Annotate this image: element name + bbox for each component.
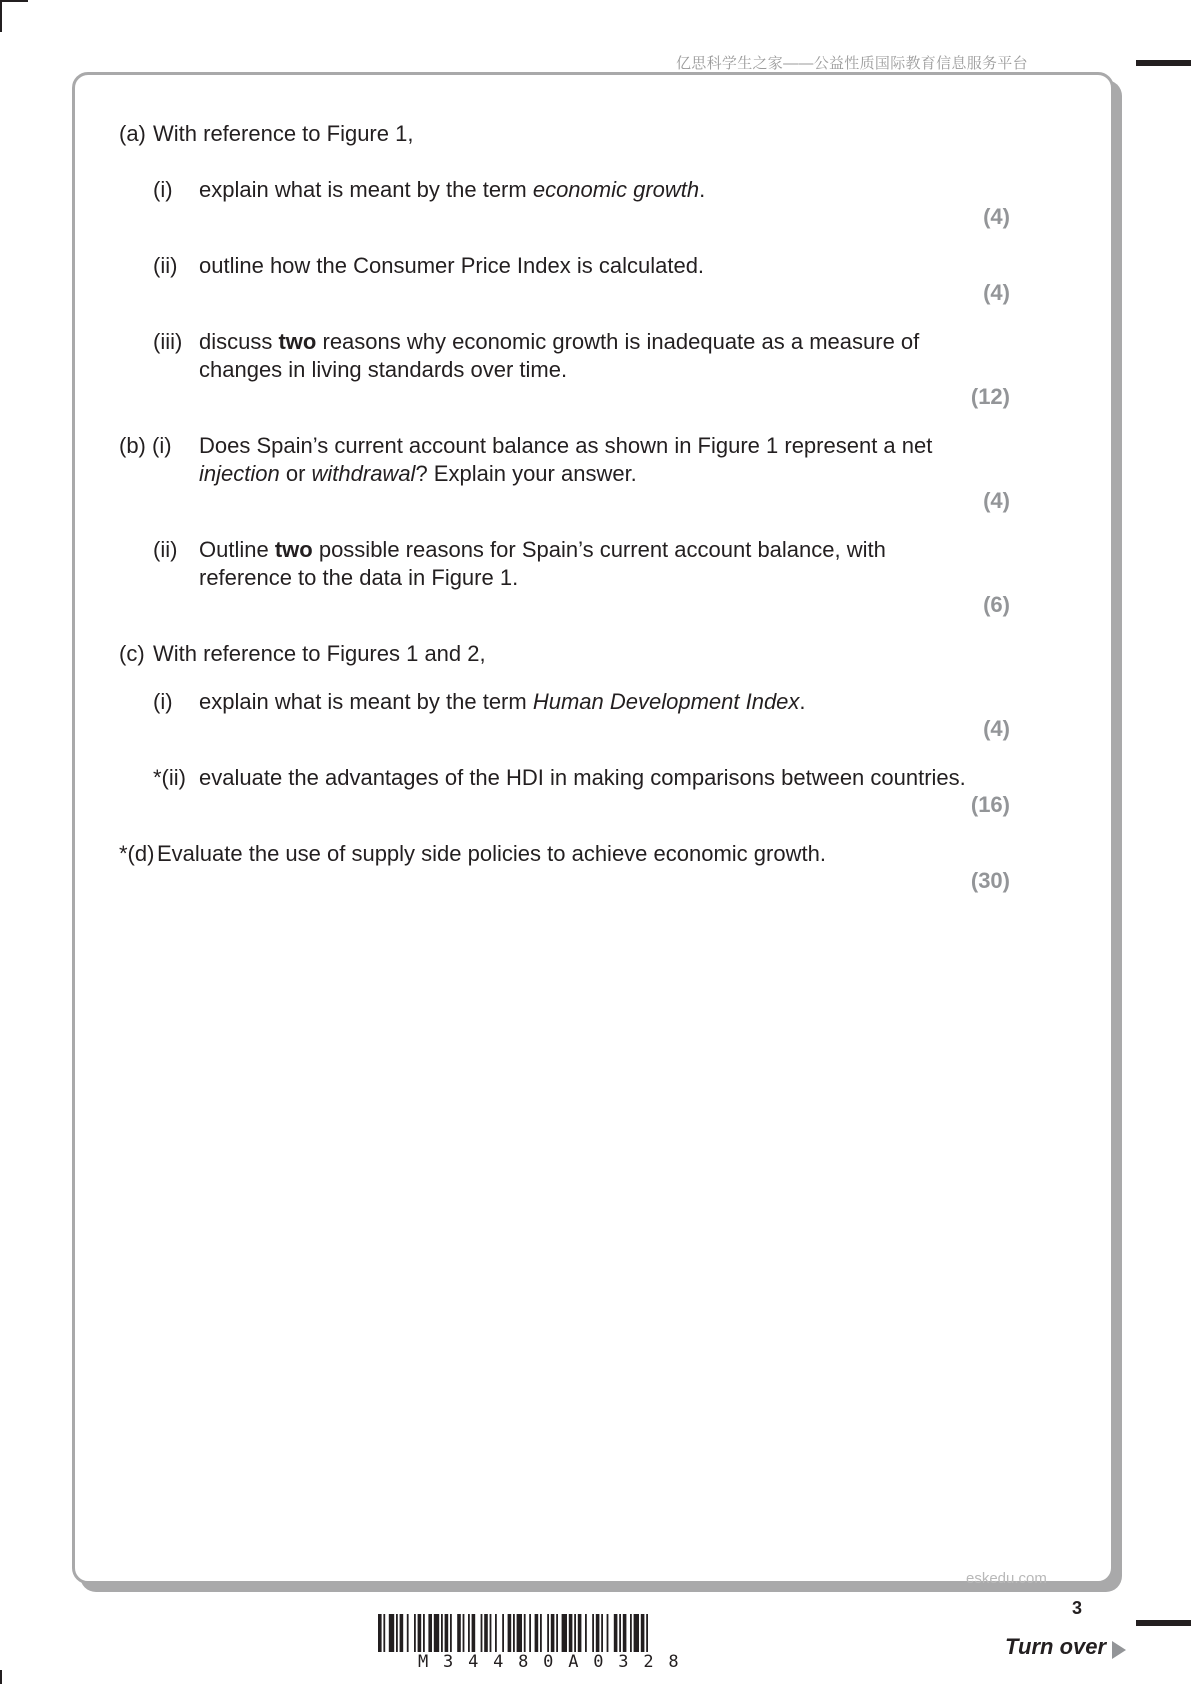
marks-c-i: (4)	[983, 716, 1010, 741]
barcode-bar	[468, 1614, 470, 1652]
question-a-iii-text: discuss two reasons why economic growth is inadequate as a measure of changes in living standards over time.	[199, 329, 920, 382]
footer-watermark: eskedu.com	[966, 1570, 1047, 1587]
question-label-b-i: (b) (i)	[119, 433, 172, 458]
barcode-bar	[578, 1614, 582, 1652]
marks-b-i: (4)	[983, 488, 1010, 513]
barcode-bar	[641, 1614, 645, 1652]
barcode-bar	[428, 1614, 432, 1652]
edge-mark-bottom	[1136, 1620, 1191, 1626]
barcode-bar	[540, 1614, 542, 1652]
page-number: 3	[1072, 1598, 1083, 1618]
header-watermark: 亿思科学生之家——公益性质国际教育信息服务平台	[676, 55, 1028, 72]
barcode-bar	[634, 1614, 639, 1652]
barcode-bar	[508, 1614, 512, 1652]
barcode-bar	[524, 1614, 526, 1652]
marks-b-ii: (6)	[983, 592, 1010, 617]
barcode-bar	[414, 1614, 416, 1652]
barcode-bar	[601, 1614, 603, 1652]
marks-d: (30)	[970, 868, 1010, 893]
marks-a-i: (4)	[983, 204, 1010, 229]
barcode-bar	[407, 1614, 409, 1652]
question-a-i-text: explain what is meant by the term economic growth.	[199, 177, 706, 202]
barcode-bar	[481, 1614, 483, 1652]
barcode-bar	[517, 1614, 522, 1652]
barcode-bar	[614, 1614, 618, 1652]
question-a-text: With reference to Figure 1,	[153, 121, 414, 146]
question-c-text: With reference to Figures 1 and 2,	[153, 641, 486, 666]
barcode-bar	[484, 1614, 488, 1652]
barcode-bar	[535, 1614, 539, 1652]
marks-a-iii: (12)	[970, 384, 1010, 409]
question-b-ii-text: Outline two possible reasons for Spain’s current account balance, with reference to the data in Figure 1.	[199, 537, 886, 590]
barcode-bar	[551, 1614, 555, 1652]
barcode-bar	[592, 1614, 594, 1652]
question-label-b-ii: (ii)	[153, 537, 178, 562]
question-c-ii-text: evaluate the advantages of the HDI in making comparisons between countries.	[199, 765, 966, 790]
question-label-c: (c)	[119, 641, 145, 666]
barcode-bar	[389, 1614, 394, 1652]
question-label-d: *(d)	[119, 841, 155, 866]
question-label-a-iii: (iii)	[153, 329, 183, 354]
barcode-bar	[450, 1614, 452, 1652]
edge-mark-top	[1136, 60, 1191, 66]
barcode-bar	[596, 1614, 600, 1652]
question-a-ii-text: outline how the Consumer Price Index is calculated.	[199, 253, 705, 278]
question-d-text: Evaluate the use of supply side policies to achieve economic growth.	[157, 841, 826, 866]
barcode	[378, 1614, 814, 1652]
barcode-bar	[457, 1614, 461, 1652]
barcode-bar	[434, 1614, 439, 1652]
barcode-bar	[547, 1614, 549, 1652]
question-label-a-ii: (ii)	[153, 253, 178, 278]
barcode-bar	[623, 1614, 627, 1652]
barcode-bar	[396, 1614, 398, 1652]
question-c-i-text: explain what is meant by the term Human Development Index.	[199, 689, 806, 714]
question-label-a-i: (i)	[153, 177, 173, 202]
barcode-bar	[502, 1614, 504, 1652]
barcode-bar	[495, 1614, 497, 1652]
barcode-bar	[423, 1614, 425, 1652]
barcode-bar	[472, 1614, 476, 1652]
barcode-text: M34480A0328	[418, 1652, 694, 1672]
barcode-bar	[463, 1614, 465, 1652]
barcode-bar	[556, 1614, 558, 1652]
barcode-bar	[400, 1614, 404, 1652]
crop-mark-top-left-horizontal	[0, 0, 28, 2]
turn-over-label: Turn over	[1005, 1634, 1107, 1659]
question-label-a: (a)	[119, 121, 146, 146]
barcode-bar	[630, 1614, 632, 1652]
question-label-c-i: (i)	[153, 689, 173, 714]
marks-a-ii: (4)	[983, 280, 1010, 305]
barcode-bar	[562, 1614, 567, 1652]
barcode-bar	[607, 1614, 609, 1652]
barcode-bar	[569, 1614, 573, 1652]
barcode-bar	[574, 1614, 576, 1652]
barcode-bar	[378, 1614, 382, 1652]
barcode-bar	[585, 1614, 587, 1652]
marks-c-ii: (16)	[970, 792, 1010, 817]
barcode-bar	[418, 1614, 422, 1652]
turn-over-arrow-icon	[1112, 1641, 1126, 1659]
barcode-bar	[445, 1614, 449, 1652]
barcode-bar	[490, 1614, 492, 1652]
barcode-bar	[619, 1614, 621, 1652]
content-frame	[72, 72, 1114, 1584]
barcode-bar	[441, 1614, 443, 1652]
barcode-bar	[646, 1614, 648, 1652]
crop-mark-top-left	[0, 0, 2, 32]
question-b-i-text: Does Spain’s current account balance as shown in Figure 1 represent a net injection or withdrawal? Explain your answer.	[199, 433, 933, 486]
barcode-bar	[513, 1614, 515, 1652]
crop-mark-bottom-left	[0, 1670, 2, 1684]
barcode-bar	[383, 1614, 385, 1652]
barcode-bar	[529, 1614, 531, 1652]
question-label-c-ii: *(ii)	[153, 765, 186, 790]
